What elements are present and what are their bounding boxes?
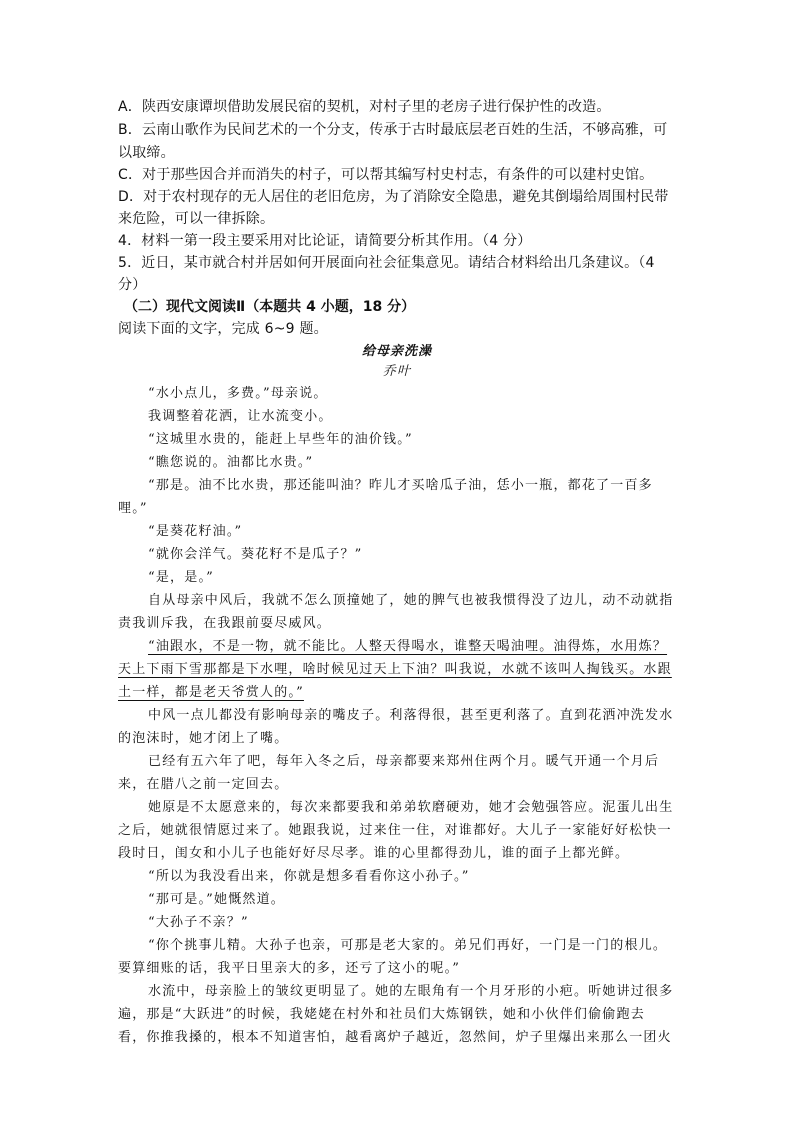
- article-line: “所以为我没看出来，你就是想多看看你这小孙子。”: [148, 869, 470, 884]
- question-5-line1: 5．近日，某市就合村并居如何开展面向社会征集意见。请结合材料给出几条建议。（4: [118, 255, 655, 271]
- underlined-line: 天上下雨下雪那都是下水哩，啥时候见过天上下油？叫我说，水就不该叫人掏钱买。水跟: [118, 662, 672, 677]
- article-line: “就你会洋气。葵花籽不是瓜子？”: [148, 547, 363, 562]
- reading-instruction: 阅读下面的文字，完成 6~9 题。: [118, 321, 328, 337]
- option-b-line1: B．云南山歌作为民间艺术的一个分支，传承于古时最底层老百姓的生活，不够高雅，可: [118, 122, 668, 138]
- question-5-line2: 分）: [118, 277, 147, 293]
- article-title: 给母亲洗澡: [361, 344, 432, 359]
- underlined-line: 土一样，都是老天爷赏人的。”: [118, 685, 304, 700]
- article-line: 她原是不太愿意来的，每次来都要我和弟弟软磨硬劝，她才会勉强答应。泥蛋儿出生: [148, 800, 674, 815]
- option-a: A．陕西安康谭坝借助发展民宿的契机，对村子里的老房子进行保护性的改造。: [118, 99, 611, 115]
- article-line: “是，是。”: [148, 570, 214, 585]
- article-line: “水小点儿，多费。”母亲说。: [148, 386, 328, 401]
- article-line: “是葵花籽油。”: [148, 524, 243, 539]
- article-line: “这城里水贵的，能赶上早些年的油价钱。”: [148, 432, 413, 447]
- section-heading: （二）现代文阅读Ⅱ（本题共 4 小题，18 分）: [124, 299, 416, 315]
- underlined-line: “油跟水，不是一物，就不能比。人整天得喝水，谁整天喝油哩。油得炼，水用炼？: [148, 639, 668, 654]
- option-d-line2: 来危险，可以一律拆除。: [118, 211, 275, 227]
- article-line: 之后，她就很情愿过来了。她跟我说，过来住一住，对谁都好。大儿子一家能好好松快一: [118, 823, 672, 838]
- question-4: 4．材料一第一段主要采用对比论证，请简要分析其作用。（4 分）: [118, 233, 532, 249]
- article-line: 自从母亲中风后，我就不怎么顶撞她了，她的脾气也被我惯得没了边儿，动不动就指: [148, 593, 674, 608]
- option-b-line2: 以取缔。: [118, 145, 175, 161]
- option-c: C．对于那些因合并而消失的村子，可以帮其编写村史村志，有条件的可以建村史馆。: [118, 167, 654, 183]
- article-line: 要算细账的话，我平日里亲大的多，还亏了这小的呢。”: [118, 961, 461, 976]
- article-line: 段时日，闺女和小儿子也能好好尽尽孝。谁的心里都得劲儿，谁的面子上都光鲜。: [118, 846, 630, 861]
- article-line: 看，你推我搡的，根本不知道害怕，越看离炉子越近，忽然间，炉子里爆出来那么一团火: [118, 1030, 672, 1045]
- article-line: 遍，那是“大跃进”的时候，我姥姥在村外和社员们大炼钢铁，她和小伙伴们偷偷跑去: [118, 1007, 645, 1022]
- article-line: 哩。”: [118, 501, 148, 516]
- article-line: “那可是。”她慨然道。: [148, 892, 285, 907]
- article-line: 已经有五六年了吧，每年入冬之后，母亲都要来郑州住两个月。暖气开通一个月后: [148, 754, 660, 769]
- article-line: “那是。油不比水贵，那还能叫油？昨儿才买啥瓜子油，恁小一瓶，都花了一百多: [148, 478, 653, 493]
- article-line: 的泡沫时，她才闭上了嘴。: [118, 731, 289, 746]
- article-author: 乔叶: [382, 364, 412, 379]
- article-line: “大孙子不亲？”: [148, 915, 249, 930]
- article-line: 责我训斥我，在我跟前耍尽威风。: [118, 616, 332, 631]
- article-line: “瞧您说的。油都比水贵。”: [148, 455, 314, 470]
- article-line: 中风一点儿都没有影响母亲的嘴皮子。利落得很，甚至更利落了。直到花洒冲洗发水: [148, 708, 674, 723]
- article-line: “你个挑事儿精。大孙子也亲，可那是老大家的。弟兄们再好，一门是一门的根儿。: [148, 938, 668, 953]
- article-line: 来，在腊八之前一定回去。: [118, 777, 289, 792]
- option-d-line1: D．对于农村现存的无人居住的老旧危房，为了消除安全隐患，避免其倒塌给周围村民带: [118, 189, 669, 205]
- article-line: 我调整着花洒，让水流变小。: [148, 409, 333, 424]
- article-line: 水流中，母亲脸上的皱纹更明显了。她的左眼角有一个月牙形的小疤。听她讲过很多: [148, 984, 674, 999]
